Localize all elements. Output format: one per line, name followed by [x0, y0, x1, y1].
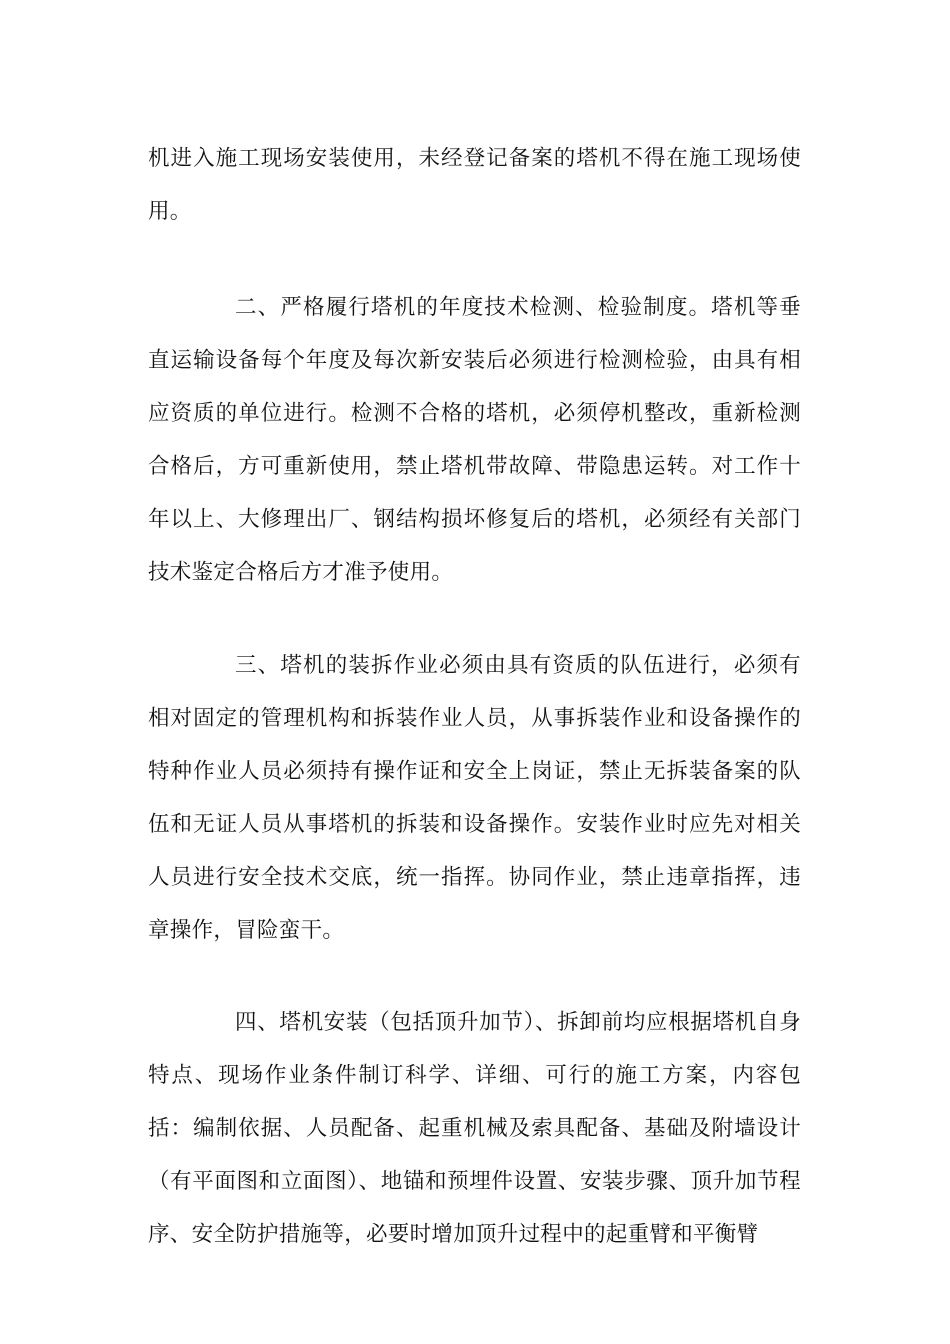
paragraph-item-4: 四、塔机安装（包括顶升加节）、拆卸前均应根据塔机自身特点、现场作业条件制订科学、详细、可行的施工方案，内容包括：编制依据、人员配备、起重机械及索具配备、基础及附墙设计（有平面图和立面图）、地锚和预埋件设置、安装步骤、顶升加节程序、安全防护措施等，必要时增加顶升过程中的起重臂和平衡臂: [148, 1009, 801, 1247]
paragraph-continuation: 机进入施工现场安装使用，未经登记备案的塔机不得在施工现场使用。: [148, 145, 801, 224]
paragraph-item-3: 三、塔机的装拆作业必须由具有资质的队伍进行，必须有相对固定的管理机构和拆装作业人员，从事拆装作业和设备操作的特种作业人员必须持有操作证和安全上岗证，禁止无拆装备案的队伍和无证人员从事塔机的拆装和设备操作。安装作业时应先对相关人员进行安全技术交底，统一指挥。协同作业，禁止违章指挥，违章操作，冒险蛮干。: [148, 652, 801, 943]
paragraph-item-2: 二、严格履行塔机的年度技术检测、检验制度。塔机等垂直运输设备每个年度及每次新安装后必须进行检测检验，由具有相应资质的单位进行。检测不合格的塔机，必须停机整改，重新检测合格后，方可重新使用，禁止塔机带故障、带隐患运转。对工作十年以上、大修理出厂、钢结构损坏修复后的塔机，必须经有关部门技术鉴定合格后方才准予使用。: [148, 294, 801, 585]
